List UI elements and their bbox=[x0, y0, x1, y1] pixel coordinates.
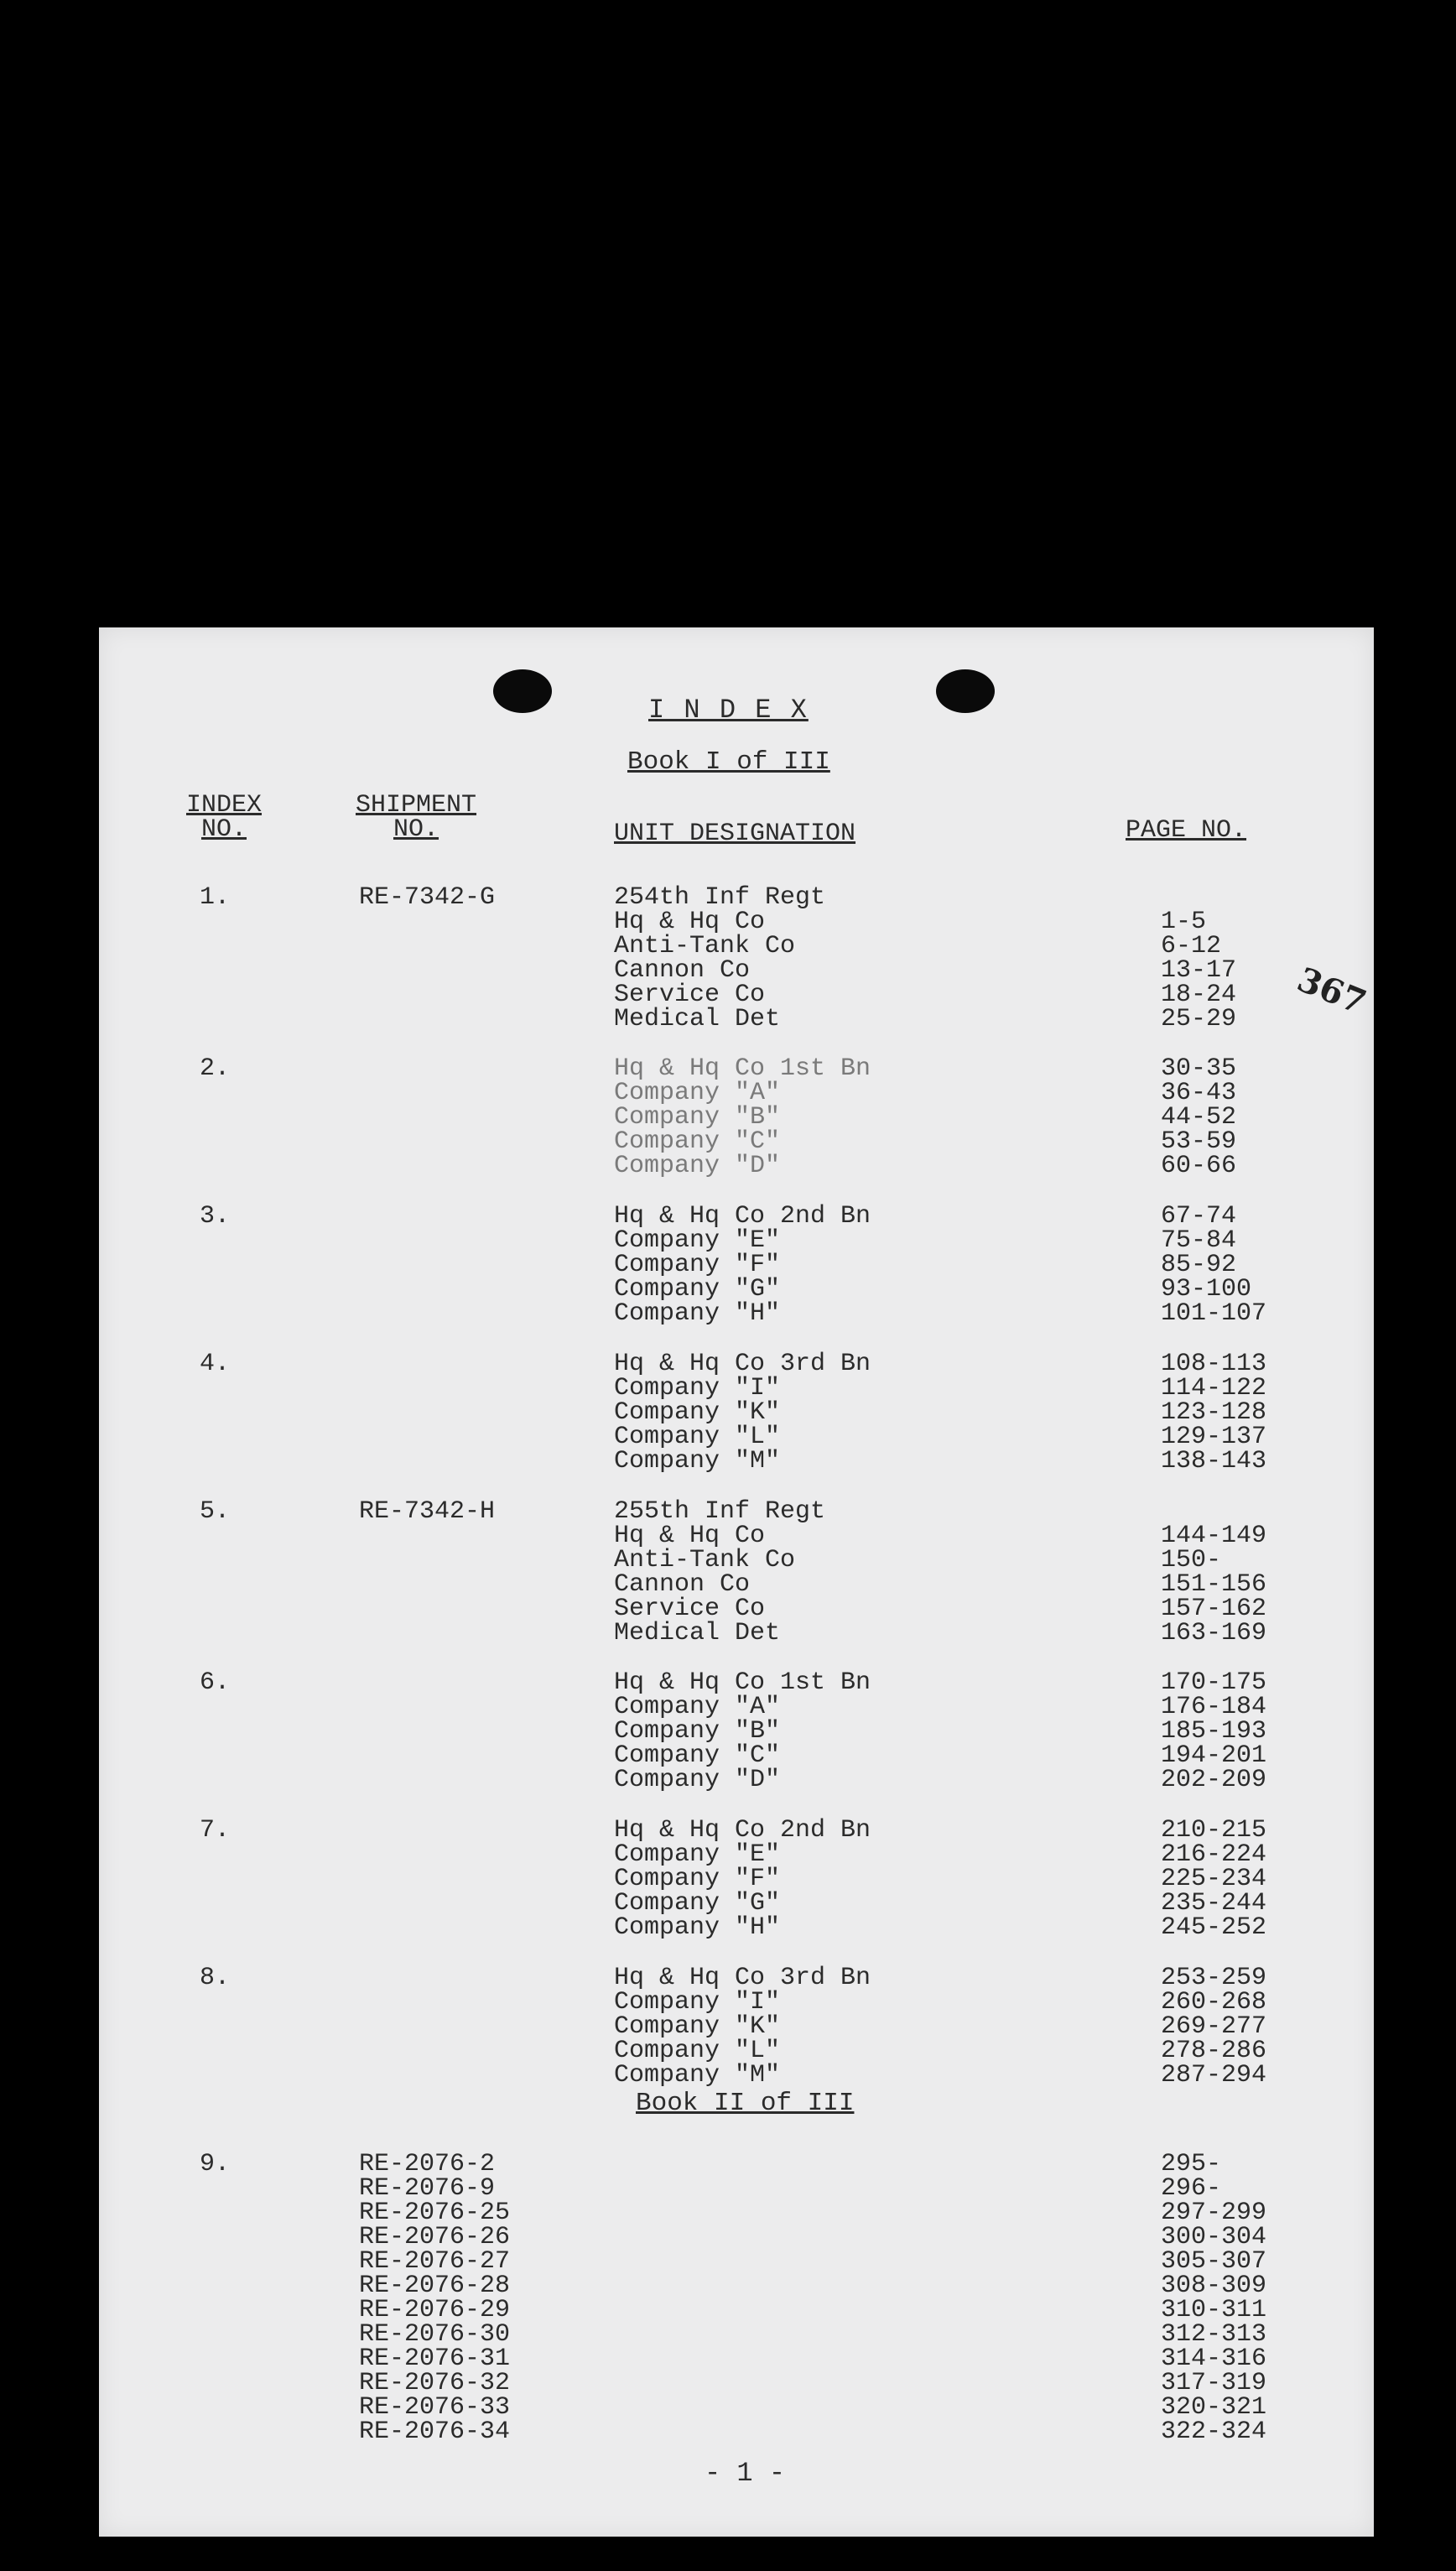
index-number: 4. bbox=[200, 1350, 231, 1378]
unit-designation: Service Co bbox=[614, 1595, 766, 1623]
unit-designation: Company "K" bbox=[614, 2012, 781, 2041]
shipment-number: RE-2076-2 bbox=[359, 2150, 496, 2178]
page-range: 287-294 bbox=[1161, 2061, 1267, 2090]
unit-designation: Company "A" bbox=[614, 1693, 781, 1721]
unit-designation: Anti-Tank Co bbox=[614, 932, 796, 960]
page-range: 150- bbox=[1161, 1546, 1222, 1574]
page-number: - 1 - bbox=[705, 2458, 786, 2489]
shipment-number: RE-2076-31 bbox=[359, 2345, 511, 2373]
unit-designation: Anti-Tank Co bbox=[614, 1546, 796, 1574]
unit-designation: Company "H" bbox=[614, 1913, 781, 1942]
unit-designation: Company "B" bbox=[614, 1717, 781, 1746]
shipment-number: RE-2076-34 bbox=[359, 2417, 511, 2446]
unit-designation: Company "G" bbox=[614, 1275, 781, 1304]
unit-designation: Hq & Hq Co 3rd Bn bbox=[614, 1964, 871, 1992]
unit-header: 254th Inf Regt bbox=[614, 883, 826, 912]
unit-designation: Company "A" bbox=[614, 1079, 781, 1107]
shipment-no-header: SHIPMENT NO. bbox=[356, 791, 477, 844]
unit-designation: Company "D" bbox=[614, 1152, 781, 1180]
unit-designation: Hq & Hq Co 2nd Bn bbox=[614, 1816, 871, 1845]
page-range: 1-5 bbox=[1161, 908, 1207, 936]
handwritten-number: 367 bbox=[1292, 960, 1372, 1023]
unit-designation: Medical Det bbox=[614, 1005, 781, 1033]
page-range: 93-100 bbox=[1161, 1275, 1252, 1304]
unit-designation-header: UNIT DESIGNATION bbox=[614, 820, 856, 848]
unit-designation: Company "E" bbox=[614, 1226, 781, 1255]
page-range: 129-137 bbox=[1161, 1423, 1267, 1451]
page-range: 202-209 bbox=[1161, 1766, 1267, 1794]
page-range: 297-299 bbox=[1161, 2199, 1267, 2227]
unit-designation: Company "L" bbox=[614, 1423, 781, 1451]
shipment-number: RE-7342-H bbox=[359, 1497, 496, 1526]
page-range: 296- bbox=[1161, 2174, 1222, 2203]
shipment-number: RE-2076-25 bbox=[359, 2199, 511, 2227]
page-range: 253-259 bbox=[1161, 1964, 1267, 1992]
punch-hole bbox=[493, 669, 552, 713]
page-no-header: PAGE NO. bbox=[1126, 816, 1247, 845]
index-number: 6. bbox=[200, 1668, 231, 1697]
index-number: 5. bbox=[200, 1497, 231, 1526]
page-range: 101-107 bbox=[1161, 1299, 1267, 1328]
unit-designation: Company "G" bbox=[614, 1889, 781, 1918]
page-range: 322-324 bbox=[1161, 2417, 1267, 2446]
page-range: 6-12 bbox=[1161, 932, 1222, 960]
shipment-number: RE-2076-9 bbox=[359, 2174, 496, 2203]
index-no-header: INDEX NO. bbox=[186, 791, 263, 844]
unit-designation: Hq & Hq Co bbox=[614, 1522, 766, 1550]
unit-designation: Company "C" bbox=[614, 1741, 781, 1770]
page-range: 210-215 bbox=[1161, 1816, 1267, 1845]
page-range: 216-224 bbox=[1161, 1840, 1267, 1869]
page-range: 305-307 bbox=[1161, 2247, 1267, 2276]
unit-designation: Company "F" bbox=[614, 1251, 781, 1279]
page-range: 13-17 bbox=[1161, 956, 1237, 985]
page-range: 245-252 bbox=[1161, 1913, 1267, 1942]
index-number: 7. bbox=[200, 1816, 231, 1845]
unit-designation: Company "I" bbox=[614, 1374, 781, 1403]
unit-designation: Hq & Hq Co bbox=[614, 908, 766, 936]
page-range: 138-143 bbox=[1161, 1447, 1267, 1475]
shipment-number: RE-7342-G bbox=[359, 883, 496, 912]
unit-designation: Company "I" bbox=[614, 1988, 781, 2017]
unit-designation: Hq & Hq Co 2nd Bn bbox=[614, 1202, 871, 1231]
index-number: 3. bbox=[200, 1202, 231, 1231]
page-range: 114-122 bbox=[1161, 1374, 1267, 1403]
page-range: 317-319 bbox=[1161, 2369, 1267, 2397]
page-range: 170-175 bbox=[1161, 1668, 1267, 1697]
index-number: 2. bbox=[200, 1054, 231, 1083]
book-heading: Book I of III bbox=[627, 747, 830, 777]
page-range: 278-286 bbox=[1161, 2037, 1267, 2065]
unit-designation: Company "L" bbox=[614, 2037, 781, 2065]
page-range: 123-128 bbox=[1161, 1398, 1267, 1427]
page-range: 176-184 bbox=[1161, 1693, 1267, 1721]
index-number: 9. bbox=[200, 2150, 231, 2178]
page-range: 320-321 bbox=[1161, 2393, 1267, 2422]
unit-designation: Company "K" bbox=[614, 1398, 781, 1427]
page-range: 144-149 bbox=[1161, 1522, 1267, 1550]
shipment-number: RE-2076-27 bbox=[359, 2247, 511, 2276]
unit-designation: Company "M" bbox=[614, 2061, 781, 2090]
page-range: 312-313 bbox=[1161, 2320, 1267, 2349]
shipment-number: RE-2076-32 bbox=[359, 2369, 511, 2397]
unit-header: 255th Inf Regt bbox=[614, 1497, 826, 1526]
punch-hole bbox=[936, 669, 995, 713]
shipment-number: RE-2076-26 bbox=[359, 2223, 511, 2251]
page-range: 53-59 bbox=[1161, 1127, 1237, 1156]
document-page bbox=[99, 627, 1374, 2537]
shipment-number: RE-2076-30 bbox=[359, 2320, 511, 2349]
page-range: 36-43 bbox=[1161, 1079, 1237, 1107]
page-range: 18-24 bbox=[1161, 981, 1237, 1009]
unit-designation: Company "M" bbox=[614, 1447, 781, 1475]
unit-designation: Hq & Hq Co 1st Bn bbox=[614, 1668, 871, 1697]
page-range: 44-52 bbox=[1161, 1103, 1237, 1132]
page-range: 308-309 bbox=[1161, 2272, 1267, 2300]
shipment-number: RE-2076-33 bbox=[359, 2393, 511, 2422]
unit-designation: Cannon Co bbox=[614, 956, 751, 985]
index-number: 8. bbox=[200, 1964, 231, 1992]
page-range: 151-156 bbox=[1161, 1570, 1267, 1599]
page-range: 194-201 bbox=[1161, 1741, 1267, 1770]
page-range: 157-162 bbox=[1161, 1595, 1267, 1623]
unit-designation: Company "F" bbox=[614, 1865, 781, 1893]
index-number: 1. bbox=[200, 883, 231, 912]
unit-designation: Hq & Hq Co 3rd Bn bbox=[614, 1350, 871, 1378]
shipment-number: RE-2076-28 bbox=[359, 2272, 511, 2300]
page-range: 269-277 bbox=[1161, 2012, 1267, 2041]
unit-designation: Company "E" bbox=[614, 1840, 781, 1869]
page-range: 25-29 bbox=[1161, 1005, 1237, 1033]
unit-designation: Company "H" bbox=[614, 1299, 781, 1328]
page-range: 295- bbox=[1161, 2150, 1222, 2178]
page-range: 300-304 bbox=[1161, 2223, 1267, 2251]
page-range: 314-316 bbox=[1161, 2345, 1267, 2373]
page-range: 30-35 bbox=[1161, 1054, 1237, 1083]
page-range: 108-113 bbox=[1161, 1350, 1267, 1378]
page-range: 260-268 bbox=[1161, 1988, 1267, 2017]
unit-designation: Hq & Hq Co 1st Bn bbox=[614, 1054, 871, 1083]
unit-designation: Company "B" bbox=[614, 1103, 781, 1132]
page-range: 85-92 bbox=[1161, 1251, 1237, 1279]
page-range: 185-193 bbox=[1161, 1717, 1267, 1746]
page-range: 310-311 bbox=[1161, 2296, 1267, 2324]
page-range: 60-66 bbox=[1161, 1152, 1237, 1180]
unit-designation: Company "C" bbox=[614, 1127, 781, 1156]
unit-designation: Medical Det bbox=[614, 1619, 781, 1647]
unit-designation: Cannon Co bbox=[614, 1570, 751, 1599]
unit-designation: Service Co bbox=[614, 981, 766, 1009]
page-range: 225-234 bbox=[1161, 1865, 1267, 1893]
shipment-number: RE-2076-29 bbox=[359, 2296, 511, 2324]
book-heading: Book II of III bbox=[636, 2089, 855, 2118]
page-range: 67-74 bbox=[1161, 1202, 1237, 1231]
page-range: 235-244 bbox=[1161, 1889, 1267, 1918]
page-range: 163-169 bbox=[1161, 1619, 1267, 1647]
page-range: 75-84 bbox=[1161, 1226, 1237, 1255]
unit-designation: Company "D" bbox=[614, 1766, 781, 1794]
index-title: I N D E X bbox=[648, 695, 809, 726]
